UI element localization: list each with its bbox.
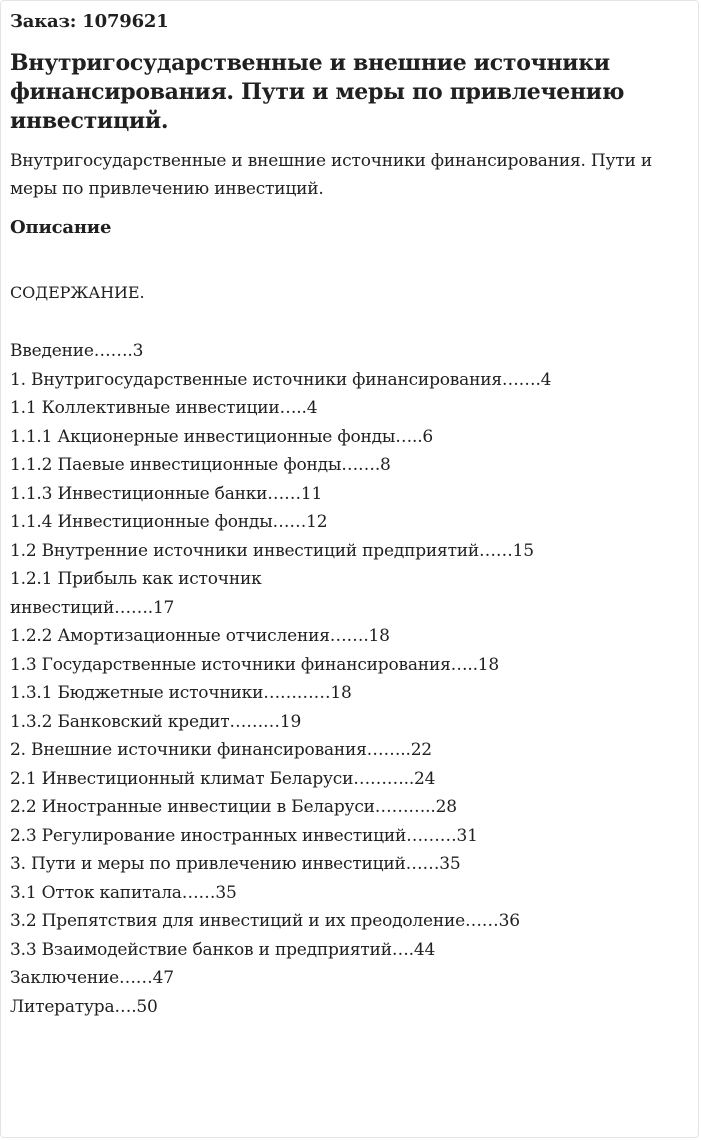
description-heading: Описание <box>10 217 112 238</box>
toc-item: 2. Внешние источники финансирования……..22 <box>10 740 432 760</box>
toc-item: 1.2.1 Прибыль как источник <box>10 569 262 589</box>
toc-item: 1.1 Коллективные инвестиции…..4 <box>10 398 318 418</box>
table-of-contents <box>10 337 551 1021</box>
page-subtitle: Внутригосударственные и внешние источники финансирования. Пути и меры по привлечению инвестиций. <box>10 151 652 199</box>
page-title: Внутригосударственные и внешние источники финансирования. Пути и меры по привлечению инвестиций. <box>10 50 625 134</box>
toc-item: 3.1 Отток капитала……35 <box>10 882 237 903</box>
toc-item: 1.3.2 Банковский кредит………19 <box>10 711 302 732</box>
toc-item: 1.2 Внутренние источники инвестиций предприятий……15 <box>10 540 534 561</box>
toc-item: 1. Внутригосударственные источники финансирования…….4 <box>10 369 552 390</box>
toc-item: 3.2 Препятствия для инвестиций и их преодоление……36 <box>10 911 520 931</box>
toc-heading: СОДЕРЖАНИЕ. <box>10 283 145 302</box>
toc-item: 3.3 Взаимодействие банков и предприятий….44 <box>10 939 436 960</box>
toc-item: 1.1.4 Инвестиционные фонды……12 <box>10 512 328 532</box>
toc-item: Заключение……47 <box>10 968 174 988</box>
toc-item: 1.3.1 Бюджетные источники…………18 <box>10 683 352 703</box>
toc-item: Введение…….3 <box>10 341 144 361</box>
toc-item: 3. Пути и меры по привлечению инвестиций……35 <box>10 854 461 874</box>
toc-item: 2.1 Инвестиционный климат Беларуси………..24 <box>10 768 436 789</box>
toc-item: 1.1.1 Акционерные инвестиционные фонды…..6 <box>10 426 434 447</box>
toc-item: 1.1.2 Паевые инвестиционные фонды…….8 <box>10 455 391 475</box>
toc-item: 1.1.3 Инвестиционные банки……11 <box>10 483 323 504</box>
order-number: Заказ: 1079621 <box>10 11 169 32</box>
toc-item: 2.2 Иностранные инвестиции в Беларуси………..28 <box>10 797 457 817</box>
toc-item: Литература….50 <box>10 996 158 1017</box>
toc-item: 1.3 Государственные источники финансирования…..18 <box>10 654 500 675</box>
toc-item: 2.3 Регулирование иностранных инвестиций………31 <box>10 825 478 846</box>
toc-item: инвестиций…….17 <box>10 597 175 618</box>
toc-item: 1.2.2 Амортизационные отчисления…….18 <box>10 626 390 646</box>
